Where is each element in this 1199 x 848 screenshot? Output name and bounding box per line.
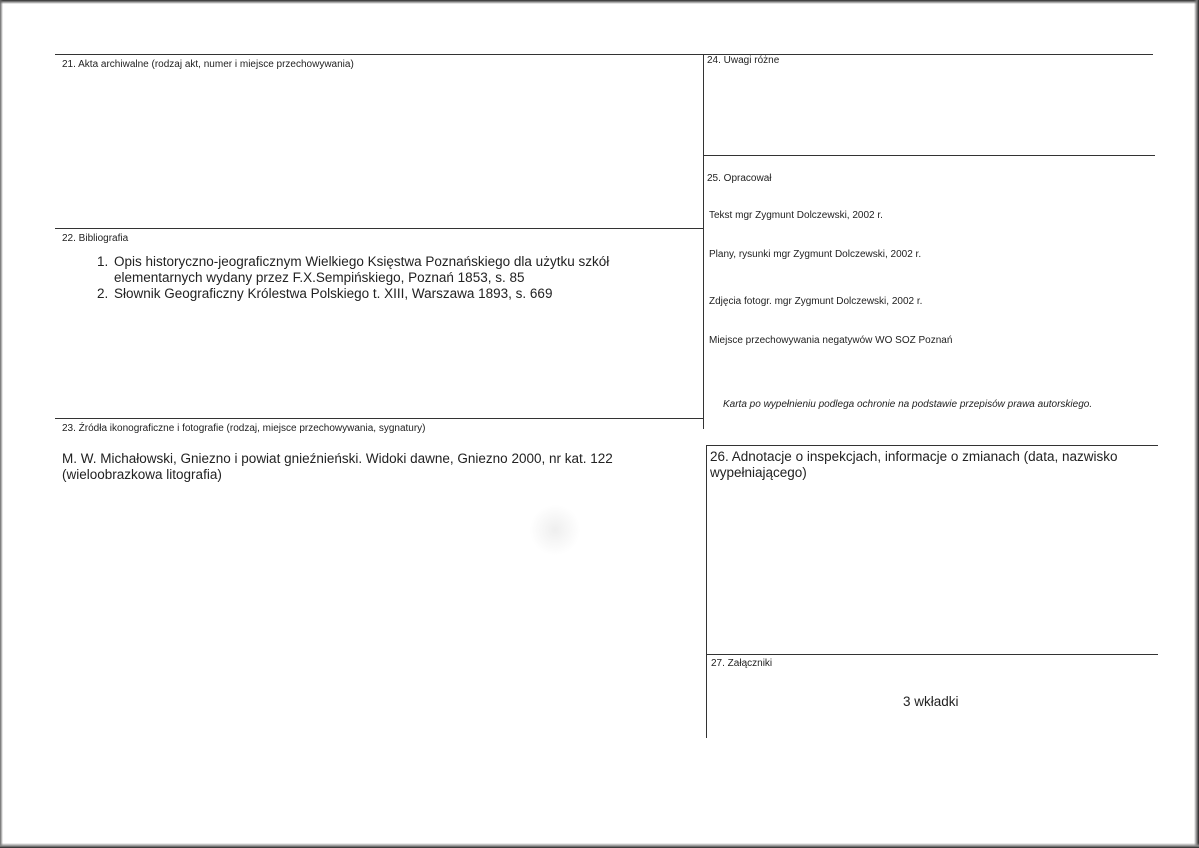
scan-edge-left <box>0 0 3 848</box>
section-27-label: 27. Załączniki <box>711 658 773 669</box>
bibliography-list <box>86 254 692 302</box>
section-21-label: 21. Akta archiwalne (rodzaj akt, numer i miejsce przechowywania) <box>62 59 354 70</box>
author-photos: Zdjęcia fotogr. mgr Zygmunt Dolczewski, 2002 r. <box>709 296 923 307</box>
scan-edge-bottom <box>0 843 1199 848</box>
iconography-line-2: (wieloobrazkowa litografia) <box>62 467 222 482</box>
scan-smudge <box>525 505 585 555</box>
section-26-label-line-2: wypełniającego) <box>710 465 807 480</box>
section-24-label: 24. Uwagi różne <box>707 55 780 66</box>
rule-26 <box>706 445 1158 446</box>
author-text: Tekst mgr Zygmunt Dolczewski, 2002 r. <box>709 210 883 221</box>
attachments-value: 3 wkładki <box>903 694 959 709</box>
section-26-label <box>710 449 1155 481</box>
rule-middle <box>703 54 704 429</box>
rule-middle-lower <box>706 445 707 738</box>
copyright-notice: Karta po wypełnieniu podlega ochronie na podstawie przepisów prawa autorskiego. <box>723 399 1093 410</box>
rule-22 <box>55 228 703 229</box>
rule-25 <box>703 155 1155 156</box>
rule-top <box>55 54 1153 55</box>
rule-27 <box>706 654 1158 655</box>
section-25-label: 25. Opracował <box>707 173 772 184</box>
section-23-text <box>62 451 692 483</box>
rule-23 <box>55 418 703 419</box>
section-22-label: 22. Bibliografia <box>62 233 129 244</box>
negatives-location: Miejsce przechowywania negatywów WO SOZ Poznań <box>709 335 953 346</box>
section-23-label: 23. Źródła ikonograficzne i fotografie (rodzaj, miejsce przechowywania, sygnatury) <box>62 423 426 434</box>
iconography-line-1: M. W. Michałowski, Gniezno i powiat gnieźnieński. Widoki dawne, Gniezno 2000, nr kat. 122 <box>62 451 613 466</box>
bibliography-item: 2. Słownik Geograficzny Królestwa Polskiego t. XIII, Warszawa 1893, s. 669 <box>112 286 692 302</box>
bibliography-item: 1. Opis historyczno-jeograficznym Wielkiego Księstwa Poznańskiego dla użytku szkół elementarnych wydany przez F.X.Sempińskiego, Poznań 1853, s. 85 <box>112 254 692 286</box>
section-26-label-line-1: 26. Adnotacje o inspekcjach, informacje o zmianach (data, nazwisko <box>710 449 1118 464</box>
author-plans: Plany, rysunki mgr Zygmunt Dolczewski, 2002 r. <box>709 249 922 260</box>
scan-edge-right <box>1194 0 1199 848</box>
scan-edge-top <box>0 0 1199 4</box>
